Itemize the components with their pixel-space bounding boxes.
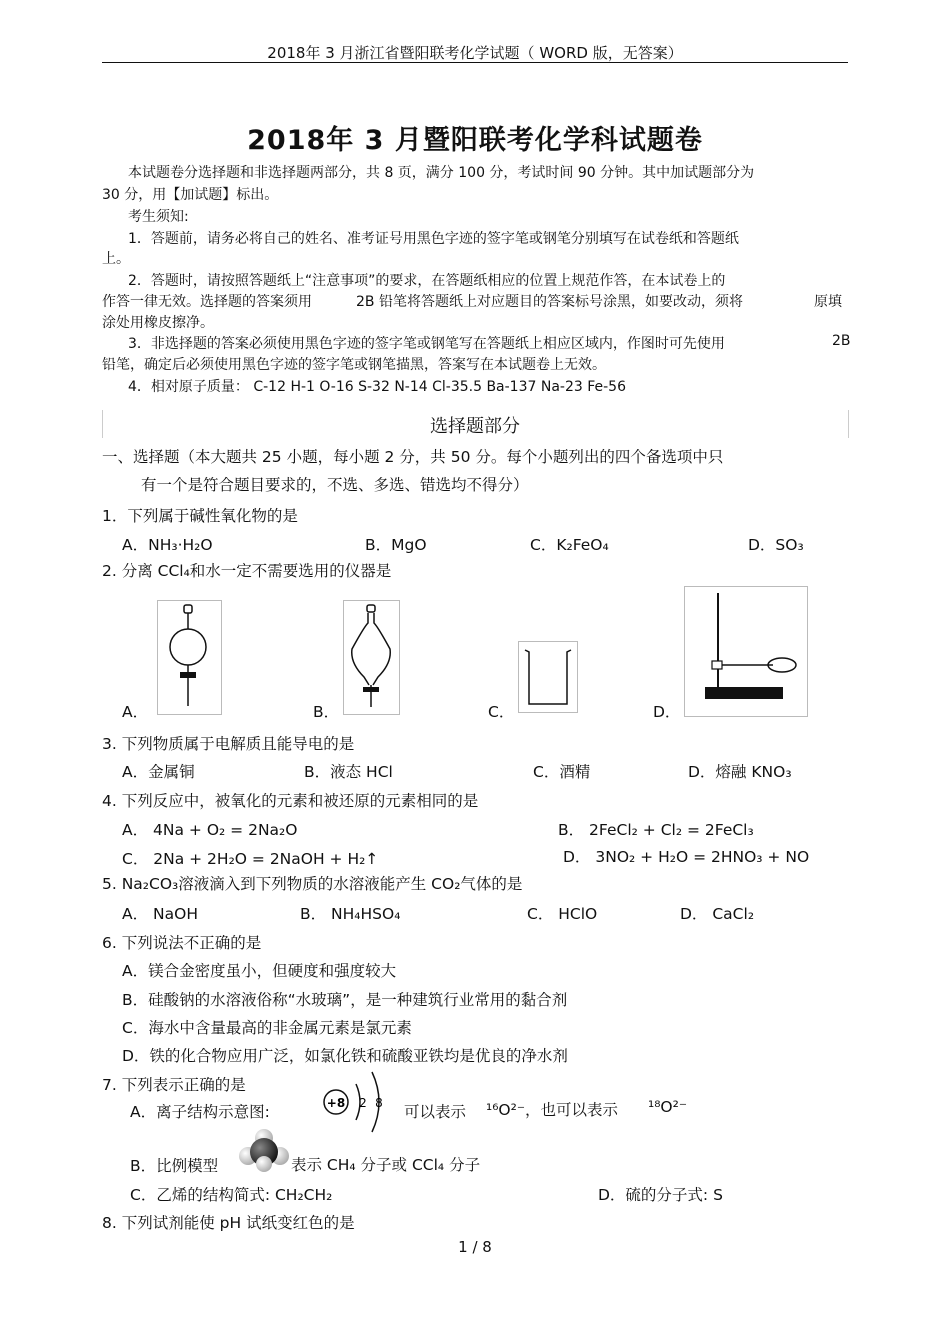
q5-option-b: B． NH₄HSO₄ [300, 905, 401, 923]
intro-line-1: 本试题卷分选择题和非选择题两部分，共 8 页，满分 100 分，考试时间 90 分钟。其中加试题部分为 [128, 165, 755, 181]
ion-shell-1: 2 [359, 1096, 367, 1110]
q3-option-d: D．熔融 KNO₃ [688, 763, 792, 781]
q1-option-b: B．MgO [365, 536, 427, 554]
q3-option-b: B．液态 HCl [304, 763, 393, 781]
q1-stem: 1．下列属于碱性氧化物的是 [102, 507, 298, 525]
q1-option-c: C．K₂FeO₄ [530, 536, 609, 554]
notice-3b: 2B [832, 333, 851, 349]
notice-2a: 2．答题时，请按照答题纸上“注意事项”的要求，在答题纸相应的位置上规范作答，在本试卷上的 [128, 273, 726, 289]
notice-2b: 作答一律无效。选择题的答案须用 [102, 294, 312, 310]
q5-option-c: C． HClO [527, 905, 598, 923]
q1-option-d: D．SO₃ [748, 536, 804, 554]
part1-line-2: 有一个是符合题目要求的，不选、多选、错选均不得分） [141, 476, 529, 494]
q3-stem: 3. 下列物质属于电解质且能导电的是 [102, 735, 355, 753]
q7-option-a-label: A．离子结构示意图: [130, 1103, 270, 1121]
q5-option-d: D． CaCl₂ [680, 905, 755, 923]
q7-option-c: C．乙烯的结构简式: CH₂CH₂ [130, 1186, 333, 1204]
page-header: 2018年 3 月浙江省暨阳联考化学试题（ WORD 版，无答案） [267, 44, 683, 62]
ion-shell-2: 8 [375, 1096, 383, 1110]
q4-stem: 4. 下列反应中，被氧化的元素和被还原的元素相同的是 [102, 792, 479, 810]
section-heading: 选择题部分 [430, 416, 520, 437]
q2-option-d: D． [653, 703, 681, 721]
intro-line-2: 30 分，用【加试题】标出。 [102, 187, 279, 203]
notice-4: 4．相对原子质量： C-12 H-1 O-16 S-32 N-14 Cl-35.5 Ba-137 Na-23 Fe-56 [128, 379, 626, 395]
q8-stem: 8. 下列试剂能使 pH 试纸变红色的是 [102, 1214, 355, 1232]
q2-option-a: A． [122, 703, 149, 721]
q3-option-a: A．金属铜 [122, 763, 195, 781]
q6-stem: 6. 下列说法不正确的是 [102, 934, 262, 952]
notice-2c: 2B 铅笔将答题纸上对应题目的答案标号涂黑，如要改动，须将 [356, 294, 743, 310]
beaker-figure [518, 641, 578, 713]
iron-stand-figure [684, 586, 808, 717]
separatory-funnel-figure [343, 600, 400, 715]
q2-option-c: C． [488, 703, 515, 721]
notice-2e: 涂处用橡皮擦净。 [102, 315, 214, 331]
q4-option-a: A． 4Na + O₂ = 2Na₂O [122, 821, 298, 839]
dropping-funnel-figure [157, 600, 222, 715]
q5-option-a: A． NaOH [122, 905, 198, 923]
q6-option-a: A．镁合金密度虽小，但硬度和强度较大 [122, 962, 397, 980]
q7-option-d: D．硫的分子式: S [598, 1186, 723, 1204]
q1-option-a: A．NH₃·H₂O [122, 536, 213, 554]
separatory-funnel-icon [344, 601, 399, 714]
q2-option-b: B． [313, 703, 340, 721]
notice-1a: 1．答题前，请务必将自己的姓名、准考证号用黑色字迹的签字笔或钢笔分别填写在试卷纸和答题纸 [128, 231, 739, 247]
q4-option-d: D． 3NO₂ + H₂O = 2HNO₃ + NO [563, 848, 810, 866]
q2-stem: 2. 分离 CCl₄和水一定不需要选用的仪器是 [102, 562, 392, 580]
q6-option-b: B．硅酸钠的水溶液俗称“水玻璃”，是一种建筑行业常用的黏合剂 [122, 991, 568, 1009]
beaker-icon [519, 642, 577, 712]
ion-nucleus-charge: +8 [326, 1096, 346, 1110]
dropping-funnel-icon [158, 601, 221, 714]
q7-option-a-text-2: ¹⁶O²⁻，也可以表示 [486, 1101, 619, 1119]
q7-option-a-text-1: 可以表示 [404, 1103, 467, 1121]
q7-option-a-text-3: ¹⁸O²⁻ [648, 1098, 688, 1116]
q4-option-b: B． 2FeCl₂ + Cl₂ = 2FeCl₃ [558, 821, 754, 839]
q4-option-c: C． 2Na + 2H₂O = 2NaOH + H₂↑ [122, 850, 379, 868]
iron-stand-with-ring-icon [685, 587, 807, 716]
space-filling-model [238, 1126, 290, 1172]
notice-3c: 铅笔，确定后必须使用黑色字迹的签字笔或钢笔描黑，答案写在本试题卷上无效。 [102, 357, 606, 373]
q6-option-d: D．铁的化合物应用广泛，如氯化铁和硫酸亚铁均是优良的净水剂 [122, 1047, 568, 1065]
q3-option-c: C．酒精 [533, 763, 591, 781]
q6-option-c: C．海水中含量最高的非金属元素是氯元素 [122, 1019, 412, 1037]
notice-1b: 上。 [102, 251, 130, 267]
notice-2d: 原填 [814, 294, 842, 310]
q7-stem: 7. 下列表示正确的是 [102, 1076, 246, 1094]
ion-structure-icon [316, 1066, 396, 1138]
page-number: 1 / 8 [458, 1238, 492, 1256]
q7-option-b-label: B．比例模型 [130, 1157, 219, 1175]
ion-structure-diagram [316, 1066, 396, 1138]
header-rule [102, 62, 848, 63]
space-filling-model-icon [238, 1126, 290, 1172]
part1-line-1: 一、选择题（本大题共 25 小题，每小题 2 分，共 50 分。每个小题列出的四个备选项中只 [102, 448, 724, 466]
exam-title: 2018年 3 月暨阳联考化学科试题卷 [247, 125, 703, 156]
q7-option-b-text: 表示 CH₄ 分子或 CCl₄ 分子 [291, 1156, 481, 1174]
q5-stem: 5. Na₂CO₃溶液滴入到下列物质的水溶液能产生 CO₂气体的是 [102, 875, 523, 893]
notice-3a: 3．非选择题的答案必须使用黑色字迹的签字笔或钢笔写在答题纸上相应区域内，作图时可先使用 [128, 336, 725, 352]
notice-heading: 考生须知: [128, 209, 189, 225]
